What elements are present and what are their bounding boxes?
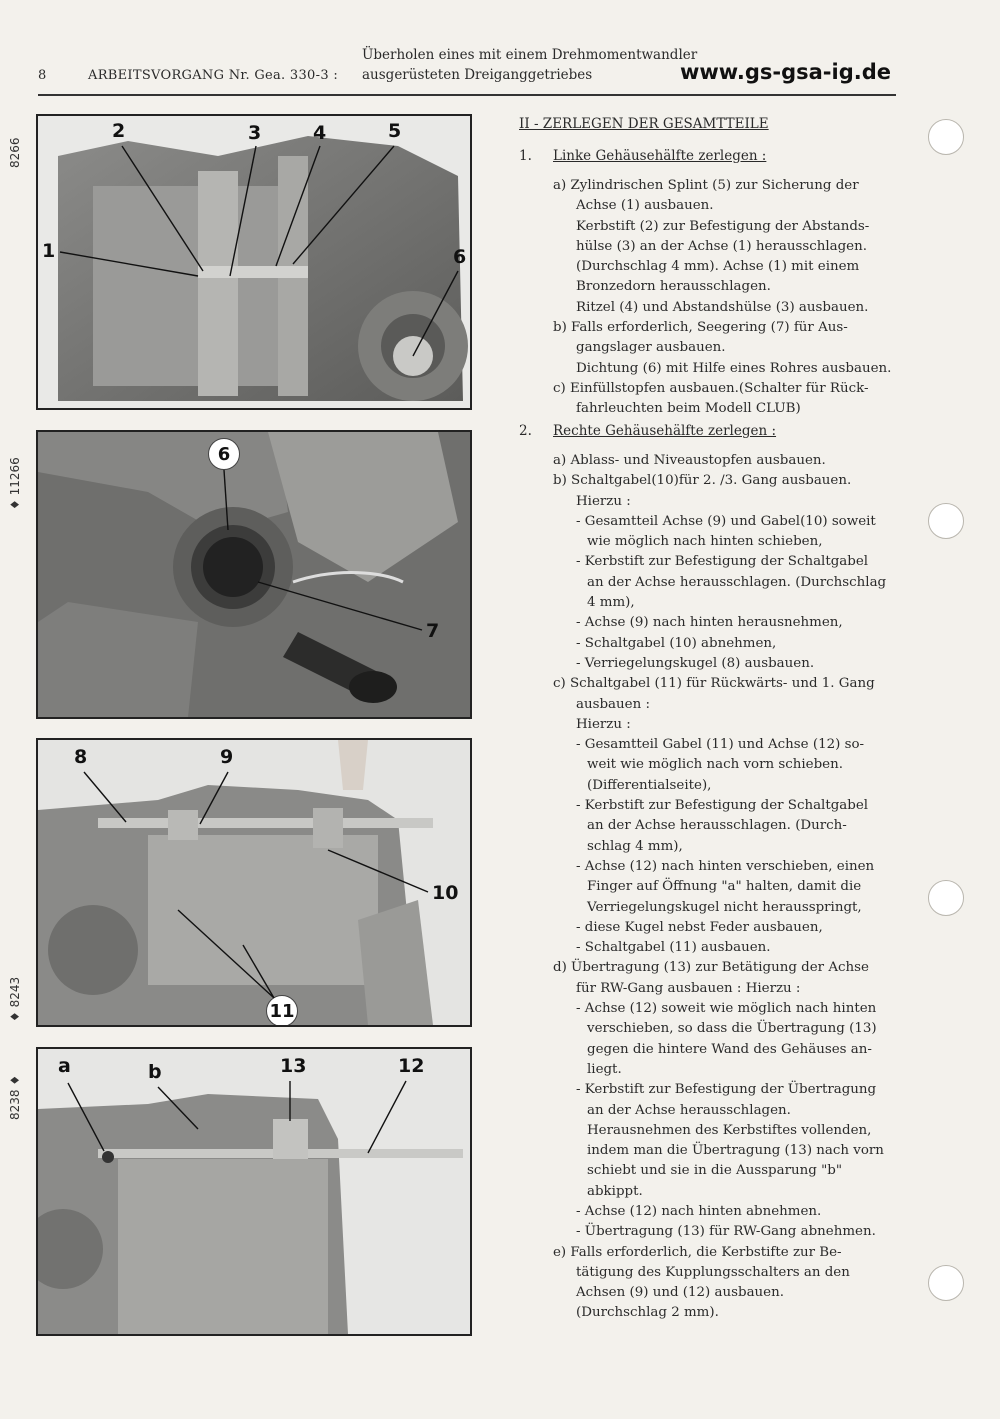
page-number: 8 bbox=[38, 68, 47, 83]
text-line: - Gesamtteil Achse (9) und Gabel(10) soweit bbox=[576, 513, 876, 529]
text-line: tätigung des Kupplungsschalters an den bbox=[576, 1264, 850, 1280]
text-line: abkippt. bbox=[587, 1183, 643, 1199]
text-line: hülse (3) an der Achse (1) herausschlagen. bbox=[576, 238, 867, 254]
callout-12: 12 bbox=[398, 1055, 425, 1077]
binder-hole bbox=[928, 880, 964, 916]
text-line: c) Schaltgabel (11) für Rückwärts- und 1. Gang bbox=[553, 676, 875, 692]
callout-3: 3 bbox=[248, 122, 262, 144]
text-line: - Achse (9) nach hinten herausnehmen, bbox=[576, 615, 843, 631]
text-line: an der Achse herausschlagen. (Durch- bbox=[587, 818, 847, 834]
photo-code-1: 8266 bbox=[8, 137, 22, 168]
text-line: an der Achse herausschlagen. (Durchschlag bbox=[587, 574, 887, 590]
text-line: Dichtung (6) mit Hilfe eines Rohres ausbauen. bbox=[576, 360, 892, 376]
binder-hole bbox=[928, 1265, 964, 1301]
callout-1: 1 bbox=[42, 240, 56, 262]
step1-body bbox=[553, 176, 891, 420]
text-line: a) Ablass- und Niveaustopfen ausbauen. bbox=[553, 453, 826, 468]
callout-11: 11 bbox=[266, 995, 298, 1027]
text-line: für RW-Gang ausbauen : Hierzu : bbox=[576, 980, 801, 996]
step2-body bbox=[553, 451, 886, 1324]
callout-leader-lines-photo2 bbox=[38, 432, 470, 717]
text-line: - Achse (12) soweit wie möglich nach hinten bbox=[576, 1001, 877, 1017]
text-line: - Achse (12) nach hinten abnehmen. bbox=[576, 1203, 822, 1219]
binder-hole bbox=[928, 119, 964, 155]
text-line: b) Falls erforderlich, Seegering (7) für Aus- bbox=[553, 320, 848, 336]
text-line: Achse (1) ausbauen. bbox=[576, 198, 714, 214]
text-line: Ritzel (4) und Abstandshülse (3) ausbauen. bbox=[576, 299, 869, 315]
callout-a: a bbox=[58, 1055, 71, 1077]
text-line: - Verriegelungskugel (8) ausbauen. bbox=[576, 655, 815, 671]
text-line: Kerbstift (2) zur Befestigung der Abstands- bbox=[576, 218, 870, 234]
text-line: - Gesamtteil Gabel (11) und Achse (12) so- bbox=[576, 737, 865, 753]
text-line: e) Falls erforderlich, die Kerbstifte zur Be- bbox=[553, 1244, 842, 1260]
header-divider bbox=[38, 94, 896, 96]
callout-13: 13 bbox=[280, 1055, 307, 1077]
callout-2: 2 bbox=[112, 120, 126, 142]
text-line: verschieben, so dass die Übertragung (13) bbox=[587, 1021, 877, 1037]
text-line: - Schaltgabel (11) ausbauen. bbox=[576, 940, 771, 956]
text-line: - Kerbstift zur Befestigung der Schaltgabel bbox=[576, 554, 869, 570]
website-watermark: www.gs-gsa-ig.de bbox=[680, 60, 891, 84]
text-line: weit wie möglich nach vorn schieben. bbox=[587, 757, 843, 773]
step1-number: 1. bbox=[519, 148, 532, 164]
photo-code-2: ♦ 11266 bbox=[8, 457, 22, 510]
text-line: Finger auf Öffnung "a" halten, damit die bbox=[587, 879, 862, 895]
text-line: gegen die hintere Wand des Gehäuses an- bbox=[587, 1041, 872, 1057]
callout-10: 10 bbox=[432, 882, 459, 904]
text-line: Verriegelungskugel nicht herausspringt, bbox=[587, 899, 862, 915]
photo-right-housing-seal bbox=[36, 430, 472, 719]
photo-code-4: 8238 ♦ bbox=[8, 1074, 22, 1120]
text-line: wie möglich nach hinten schieben, bbox=[587, 534, 823, 550]
text-line: c) Einfüllstopfen ausbauen.(Schalter für Rück- bbox=[553, 380, 869, 396]
callout-7: 7 bbox=[426, 620, 440, 642]
section-title: II - ZERLEGEN DER GESAMTTEILE bbox=[519, 116, 769, 132]
text-line: an der Achse herausschlagen. bbox=[587, 1102, 791, 1118]
callout-leader-lines-photo3 bbox=[38, 740, 470, 1025]
photo-left-housing bbox=[36, 114, 472, 410]
text-line: Achsen (9) und (12) ausbauen. bbox=[576, 1285, 784, 1301]
step2-heading: Rechte Gehäusehälfte zerlegen : bbox=[553, 423, 777, 439]
text-line: Bronzedorn herausschlagen. bbox=[576, 279, 771, 295]
text-line: Hierzu : bbox=[576, 716, 631, 732]
text-line: liegt. bbox=[587, 1061, 622, 1077]
text-line: - Achse (12) nach hinten verschieben, einen bbox=[576, 858, 875, 874]
photo-code-3: ♦ 8243 bbox=[8, 976, 22, 1022]
procedure-number: ARBEITSVORGANG Nr. Gea. 330-3 : bbox=[88, 68, 339, 83]
callout-9: 9 bbox=[220, 746, 234, 768]
text-line: - diese Kugel nebst Feder ausbauen, bbox=[576, 919, 823, 935]
text-line: - Kerbstift zur Befestigung der Schaltgabel bbox=[576, 798, 869, 814]
callout-leader-lines-photo4 bbox=[38, 1049, 470, 1334]
text-line: - Kerbstift zur Befestigung der Übertragung bbox=[576, 1082, 877, 1098]
callout-leader-lines bbox=[38, 116, 470, 408]
step2-number: 2. bbox=[519, 423, 532, 439]
text-line: schlag 4 mm), bbox=[587, 838, 683, 854]
text-line: - Übertragung (13) für RW-Gang abnehmen. bbox=[576, 1224, 876, 1240]
text-line: Hierzu : bbox=[576, 493, 631, 509]
text-line: b) Schaltgabel(10)für 2. /3. Gang ausbauen. bbox=[553, 473, 852, 489]
text-line: (Differentialseite), bbox=[587, 777, 712, 793]
text-line: a) Zylindrischen Splint (5) zur Sicherung der bbox=[553, 178, 859, 193]
binder-hole bbox=[928, 503, 964, 539]
text-line: fahrleuchten beim Modell CLUB) bbox=[576, 401, 801, 417]
callout-4: 4 bbox=[313, 122, 327, 144]
text-line: d) Übertragung (13) zur Betätigung der Achse bbox=[553, 960, 869, 976]
text-line: - Schaltgabel (10) abnehmen, bbox=[576, 635, 777, 651]
step1-heading: Linke Gehäusehälfte zerlegen : bbox=[553, 148, 767, 164]
text-line: indem man die Übertragung (13) nach vorn bbox=[587, 1143, 884, 1159]
text-line: schiebt und sie in die Aussparung "b" bbox=[587, 1163, 842, 1179]
photo-shift-forks bbox=[36, 738, 472, 1027]
callout-5: 5 bbox=[388, 120, 402, 142]
document-title-line2: ausgerüsteten Dreiganggetriebes bbox=[362, 67, 593, 83]
callout-6: 6 bbox=[453, 246, 467, 268]
text-line: gangslager ausbauen. bbox=[576, 340, 726, 356]
callout-b: b bbox=[148, 1061, 162, 1083]
callout-6-photo2: 6 bbox=[208, 438, 240, 470]
text-line: 4 mm), bbox=[587, 595, 635, 611]
callout-8: 8 bbox=[74, 746, 88, 768]
text-line: (Durchschlag 4 mm). Achse (1) mit einem bbox=[576, 259, 860, 275]
photo-reverse-shaft bbox=[36, 1047, 472, 1336]
text-line: (Durchschlag 2 mm). bbox=[576, 1305, 719, 1321]
text-line: ausbauen : bbox=[576, 696, 650, 712]
text-line: Herausnehmen des Kerbstiftes vollenden, bbox=[587, 1122, 872, 1138]
document-title-line1: Überholen eines mit einem Drehmomentwandler bbox=[362, 47, 698, 63]
